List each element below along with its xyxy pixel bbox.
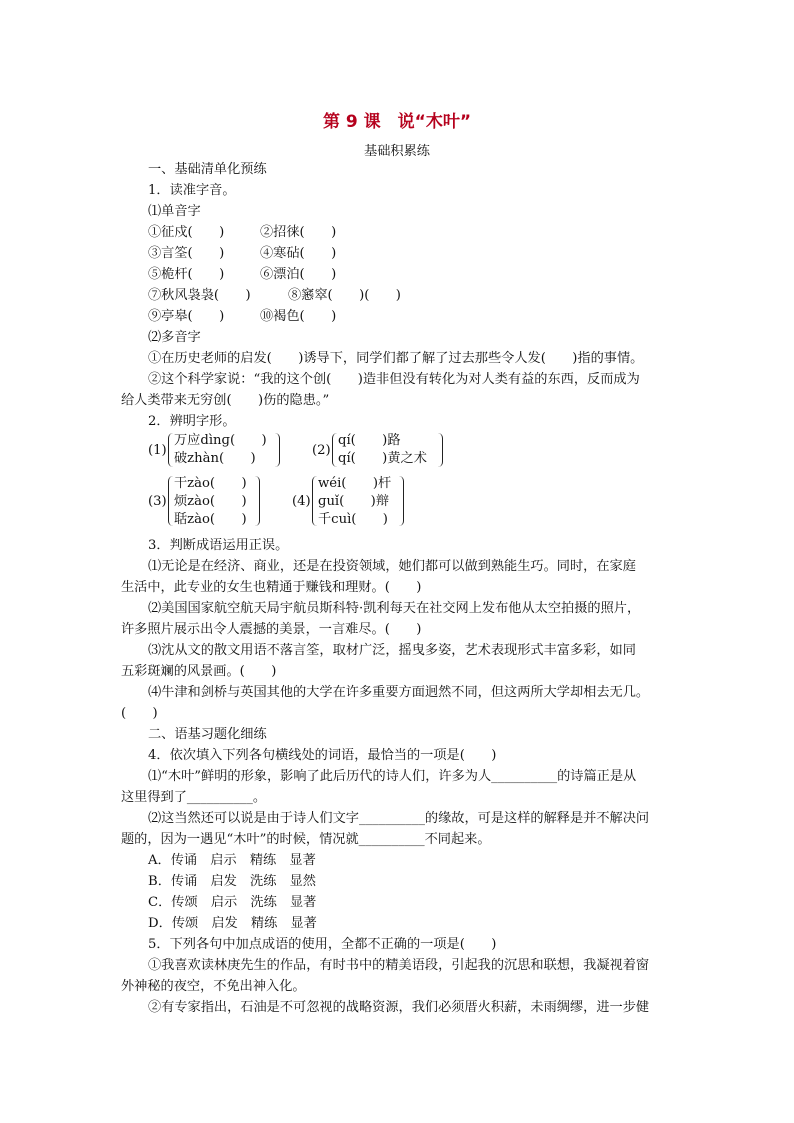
q4-line-1: ⑴“木叶”鲜明的形象，影响了此后历代的诗人们，许多为人__________的诗篇正是从 [148,769,637,784]
q1-item-6: ⑥漂泊( ) [260,267,337,282]
q2-group-2-brace-right [437,433,443,467]
q4-option-a: A．传诵 启示 精练 显著 [148,853,316,868]
q1-multi-1: ①在历史老师的启发( )诱导下，同学们都了解了过去那些令人发( )指的事情。 [148,351,644,366]
q3-line-3: ⑵美国国家航空航天局宇航员斯科特·凯利每天在社交网上发布他从太空拍摄的照片， [148,601,641,616]
q5-line-1: ①我喜欢读林庚先生的作品，有时书中的精美语段，引起我的沉思和联想，我凝视着窗 [148,958,650,973]
q3-line-1: ⑴无论是在经济、商业，还是在投资领域，她们都可以做到熟能生巧。同时，在家庭 [148,559,636,574]
q2-group-3-brace-right [254,476,260,526]
q1-subheading-single: ⑴单音字 [148,204,201,219]
q3-line-6: 五彩斑斓的风景画。( ) [121,664,277,679]
question-1-label: 1．读准字音。 [148,183,236,198]
q4-line-4: 题的，因为一遇见“木叶”的时候，情况就__________不同起来。 [121,832,491,847]
q4-option-c: C．传颂 启示 洗练 显著 [148,895,317,910]
q4-option-b: B．传诵 启发 洗练 显然 [148,874,316,889]
question-4-label: 4．依次填入下列各句横线处的词语，最恰当的一项是( ) [148,748,497,763]
q4-option-d: D．传颂 启发 精练 显著 [148,916,317,931]
question-2-label: 2．辨明字形。 [148,414,236,429]
question-3-label: 3．判断成语运用正误。 [148,538,289,553]
q2-group-3-number: (3) [148,494,167,509]
q1-item-10: ⑩褐色( ) [260,309,337,324]
q1-item-1: ①征戍( ) [148,225,225,240]
q2-g1-b: 破zhàn( ) [174,451,256,466]
q5-line-3: ②有专家指出，石油是不可忽视的战略资源，我们必须厝火积薪，未雨绸缪，进一步健 [148,1000,650,1015]
q1-item-8: ⑧窸窣( )( ) [288,288,401,303]
q2-g3-a: 干zào( ) [174,476,247,491]
section-heading-1: 一、基础清单化预练 [148,162,267,177]
q4-line-2: 这里得到了__________。 [121,790,267,805]
q2-group-2-number: (2) [312,443,331,458]
q1-subheading-multi: ⑵多音字 [148,330,201,345]
q3-line-4: 许多照片展示出令人震撼的美景，一言难尽。( ) [121,622,422,637]
q4-line-3: ⑵这当然还可以说是由于诗人们文字__________的缘故，可是这样的解释是并不解决问 [148,811,650,826]
q1-multi-2b: 给人类带来无穷创( )伤的隐患。” [121,393,330,408]
q2-g4-b: ɡuǐ( )辩 [318,494,390,509]
q2-group-4-brace-right [398,476,404,526]
q2-group-1-brace-right [274,433,280,467]
q5-line-2: 外神秘的夜空，不免出神入化。 [121,979,306,994]
q1-item-3: ③言筌( ) [148,246,225,261]
q3-line-2: 生活中，此专业的女生也精通于赚钱和理财。( ) [121,580,422,595]
q2-g4-c: 千cuì( ) [318,512,388,527]
lesson-title: 第 9 课 说“木叶” [322,112,471,132]
q1-multi-2a: ②这个科学家说：“我的这个创( )造非但没有转化为对人类有益的东西，反而成为 [148,372,640,387]
question-5-label: 5．下列各句中加点成语的使用，全都不正确的一项是( ) [148,937,497,952]
q1-item-9: ⑨亭皋( ) [148,309,225,324]
q1-item-7: ⑦秋风袅袅( ) [148,288,251,303]
q1-item-5: ⑤桅杆( ) [148,267,225,282]
q3-line-8: ( ) [121,706,158,721]
q2-group-1-number: (1) [148,443,167,458]
q3-line-7: ⑷牛津和剑桥与英国其他的大学在许多重要方面迥然不同，但这两所大学却相去无几。 [148,685,650,700]
q2-g3-c: 聒zào( ) [174,512,247,527]
q2-g3-b: 烦zào( ) [174,494,247,509]
q1-item-4: ④寒砧( ) [260,246,337,261]
q1-item-2: ②招徕( ) [260,225,337,240]
section-subtitle: 基础积累练 [364,144,430,159]
q2-g4-a: wéi( )杆 [318,476,392,491]
q2-group-4-number: (4) [292,494,311,509]
q2-g1-a: 万应dìnɡ( ) [174,433,267,448]
q2-g2-b: qí( )黄之术 [338,451,427,466]
q3-line-5: ⑶沈从文的散文用语不落言筌，取材广泛，摇曳多姿，艺术表现形式丰富多彩，如同 [148,643,636,658]
section-heading-2: 二、语基习题化细练 [148,727,267,742]
q2-g2-a: qí( )路 [338,433,401,448]
